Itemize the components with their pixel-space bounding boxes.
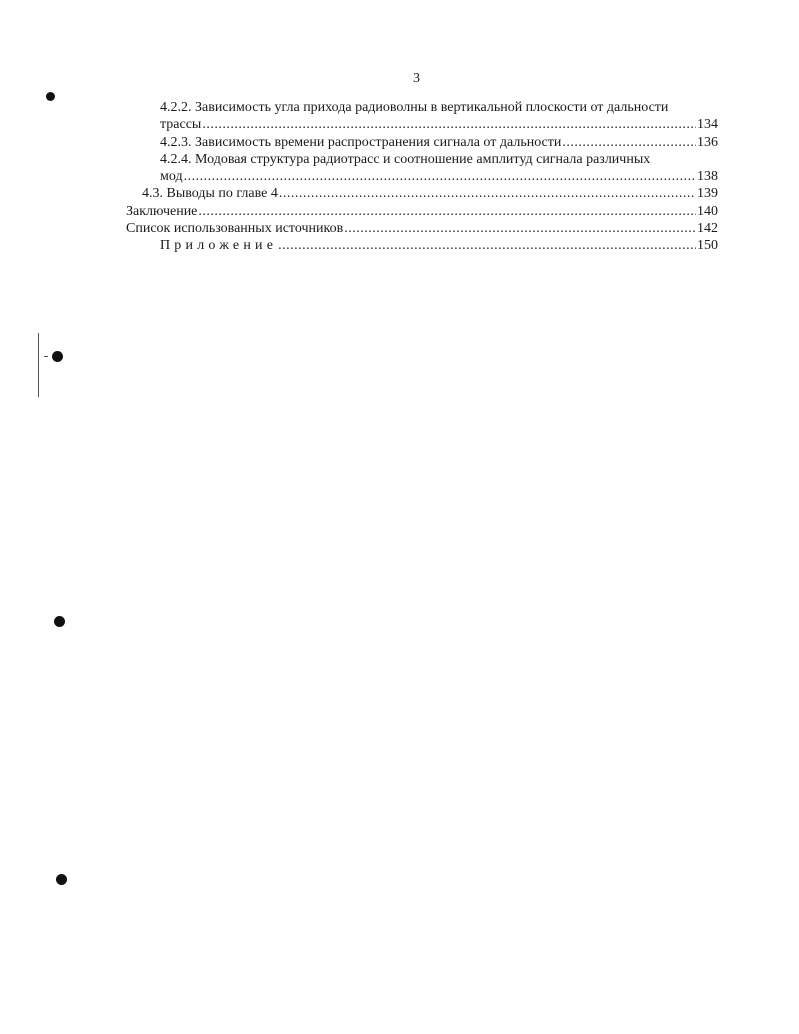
toc-entry-4-2-2-cont [0,116,799,133]
punch-hole-mark [56,874,67,885]
leader-dots [562,134,696,151]
toc-entry-page: 150 [697,238,718,254]
toc-entry-page: 134 [697,117,718,133]
toc-entry-page: 140 [697,203,718,219]
punch-hole-mark [46,92,55,101]
toc-entry-page: 139 [697,186,718,202]
toc-entry-label: 4.2.4. Модовая структура радиотрасс и соотношение амплитуд сигнала различных [160,151,651,167]
toc-entry-label: Заключение [126,203,198,219]
punch-hole-mark [54,616,65,627]
toc-entry-label: трассы [160,117,202,133]
leader-dots [344,220,696,237]
page-number: 3 [413,71,420,86]
toc-entry-page: 142 [697,221,718,237]
punch-hole-mark [52,351,63,362]
toc-entry-label: 4.2.2. Зависимость угла прихода радиоволны в вертикальной плоскости от дальности [160,100,669,115]
toc-entry-page: 138 [697,169,718,185]
toc-entry-references [0,220,799,237]
margin-line [38,333,39,397]
toc-entry-conclusion [0,203,799,220]
toc-entry-page: 136 [697,134,718,150]
table-of-contents [0,99,799,255]
margin-tick [44,356,48,357]
leader-dots [184,168,696,185]
toc-entry-4-2-4-cont [0,168,799,185]
toc-entry-4-2-4 [0,151,799,168]
leader-dots [279,185,696,202]
toc-entry-4-2-2 [0,99,799,116]
toc-entry-label: 4.3. Выводы по главе 4 [142,186,278,202]
toc-entry-4-2-3 [0,134,799,151]
toc-entry-label: мод [160,169,183,185]
toc-entry-label: 4.2.3. Зависимость времени распространения сигнала от дальности [160,134,562,150]
toc-entry-label: Список использованных источников [126,221,344,237]
toc-entry-appendix [0,237,799,254]
leader-dots [202,116,696,133]
leader-dots [198,203,696,220]
toc-entry-4-3 [0,185,799,202]
leader-dots [278,237,696,254]
toc-entry-label: Приложение [160,238,278,254]
